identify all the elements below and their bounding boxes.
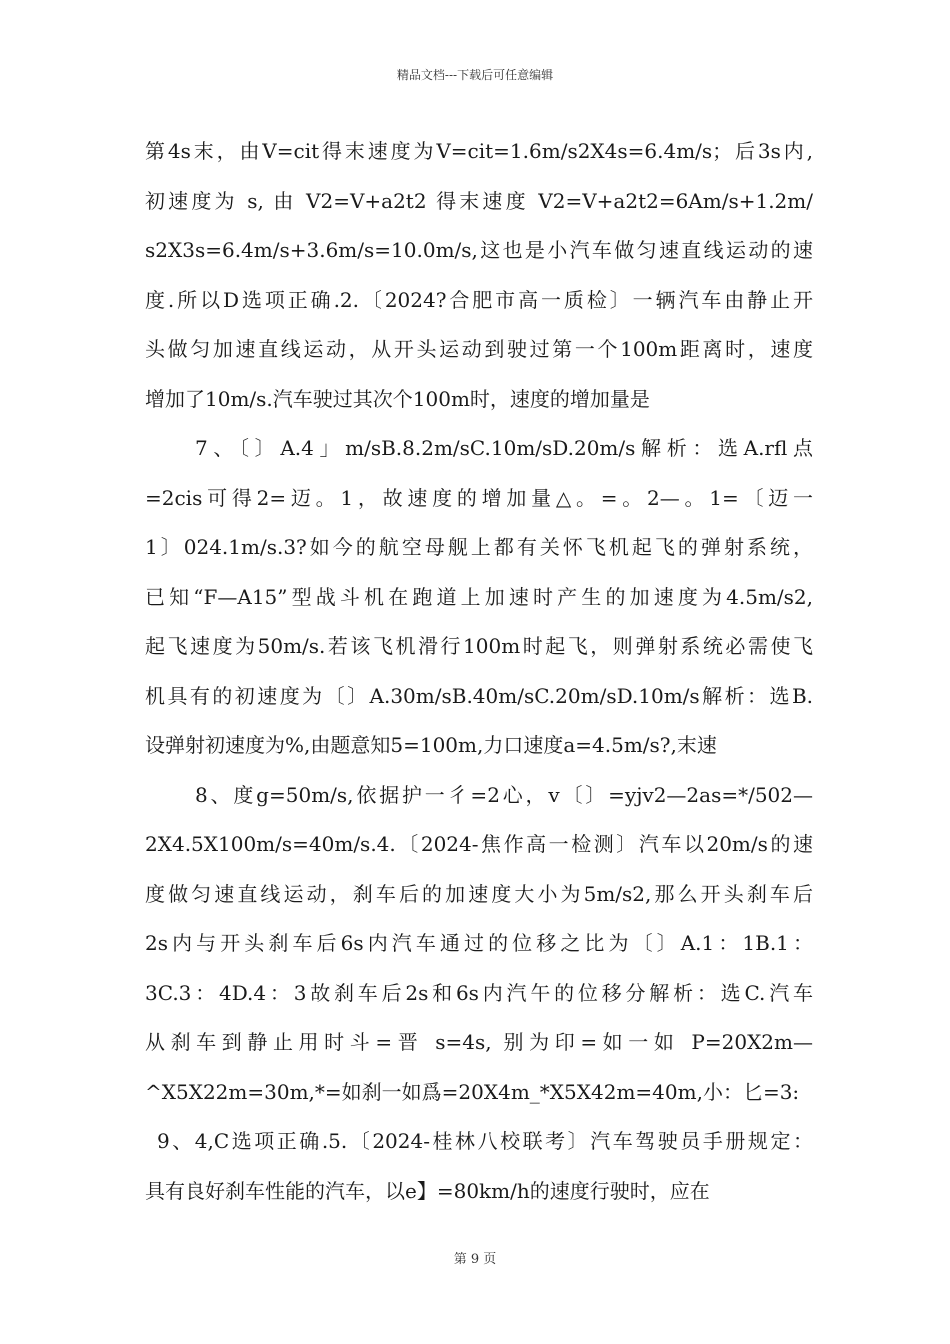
numbered-paragraph-start: 9、4,C选项正确.5.〔2024-桂林八校联考〕汽车驾驶员手册规定：	[157, 1129, 813, 1153]
text-line: 1〕024.1m/s.3?如今的航空母舰上都有关怀飞机起飞的弹射系统，	[145, 535, 813, 559]
numbered-paragraph-start: 7、〔〕A.4」m/sB.8.2m/sC.10m/sD.20m/s解析：选A.rfl点	[195, 436, 813, 460]
text-line: 设弹射初速度为%,由题意知5=100m,力口速度a=4.5m/s?,末速	[145, 733, 717, 757]
text-line: 增加了10m/s.汽车驶过其次个100m时，速度的增加量是	[145, 386, 650, 411]
text-line: 度做匀速直线运动，刹车后的加速度大小为5m/s2,那么开头刹车后	[145, 881, 813, 906]
page-footer: 第 9 页	[453, 1252, 497, 1267]
text-line: 2s内与开头刹车后6s内汽车通过的位移之比为〔〕A.1：1B.1：	[145, 931, 813, 955]
text-line: 具有良好刹车性能的汽车，以e】=80km/h的速度行驶时，应在	[145, 1178, 710, 1203]
text-line: 起飞速度为50m/s.若该飞机滑行100m时起飞，则弹射系统必需使飞	[145, 634, 813, 658]
numbered-paragraph-start: 8、度g=50m/s,依据护一彳=2心，v〔〕=yjv2—2as=*/502—	[195, 782, 813, 807]
text-line: 机具有的初速度为〔〕A.30m/sB.40m/sC.20m/sD.10m/s解析：选B.	[145, 683, 813, 708]
text-line: 初速度为 s, 由 V2=V+a2t2 得末速度 V2=V+a2t2=6Am/s+1.2m/	[145, 188, 813, 213]
text-line: ^X5X22m=30m,*=如刹一如爲=20X4m_*X5X42m=40m,小：匕=3:	[145, 1079, 800, 1104]
text-line: 已知“F—A15”型战斗机在跑道上加速时产生的加速度为4.5m/s2,	[145, 584, 813, 609]
text-line: 度.所以D选项正确.2.〔2024?合肥市高一质检〕一辆汽车由静止开	[145, 287, 813, 312]
text-line: 第4s末，由V=cit得末速度为V=cit=1.6m/s2X4s=6.4m/s；后3s内,	[145, 139, 813, 163]
text-line: 2X4.5X100m/s=40m/s.4.〔2024-焦作高一检测〕汽车以20m/s的速	[145, 832, 813, 856]
text-line: 3C.3：4D.4：3故刹车后2s和6s内汽午的位移分解析：选C.汽车	[145, 980, 813, 1005]
text-line: =2cis可得2=迈。1，故速度的增加量△。=。2—。1=〔迈一	[145, 485, 813, 510]
document-body	[145, 127, 813, 1216]
page-header: 精品文档---下载后可任意编辑	[396, 68, 554, 82]
text-line: s2X3s=6.4m/s+3.6m/s=10.0m/s,这也是小汽车做匀速直线运动的速	[145, 238, 813, 262]
text-line: 从刹车到静止用时斗=晋 s=4s, 别为印=如一如 P=20X2m—	[145, 1030, 813, 1054]
text-line: 头做匀加速直线运动，从开头运动到驶过第一个100m距离时，速度	[145, 337, 813, 361]
